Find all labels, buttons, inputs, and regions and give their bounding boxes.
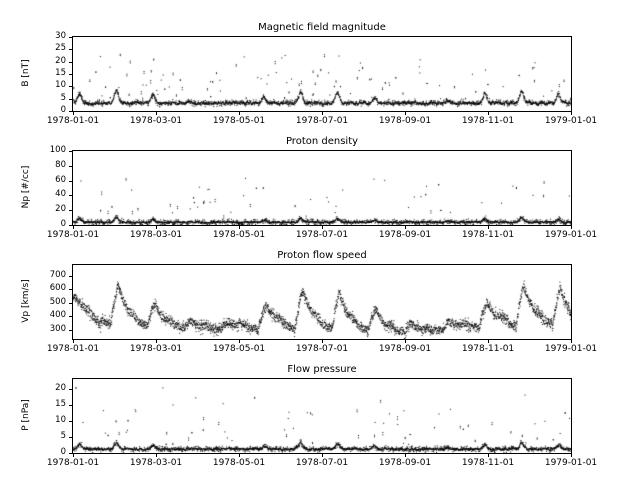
y-tick-label: 5 xyxy=(60,430,66,441)
x-tick-label: 1978-07-01 xyxy=(295,458,349,468)
x-tick-mark xyxy=(405,340,406,343)
y-tick-label: 700 xyxy=(49,269,66,280)
y-tick-label: 100 xyxy=(49,145,66,155)
y-tick-mark xyxy=(69,99,72,100)
y-tick-mark xyxy=(69,210,72,211)
x-tick-mark xyxy=(322,226,323,229)
y-tick-label: 25 xyxy=(55,43,66,54)
plot-title-3: Proton flow speed xyxy=(277,250,367,261)
y-tick-mark xyxy=(69,405,72,406)
x-tick-mark xyxy=(488,112,489,115)
x-tick-mark xyxy=(571,112,572,115)
x-tick-mark xyxy=(322,340,323,343)
y-tick-mark xyxy=(69,111,72,112)
x-tick-label: 1979-01-01 xyxy=(544,458,598,468)
x-tick-mark xyxy=(156,340,157,343)
x-tick-mark xyxy=(322,454,323,457)
y-tick-mark xyxy=(69,225,72,226)
y-tick-mark xyxy=(69,330,72,331)
y-tick-mark xyxy=(69,62,72,63)
x-tick-label: 1978-07-01 xyxy=(295,116,349,126)
y-tick-label: 600 xyxy=(49,283,66,294)
x-tick-mark xyxy=(571,226,572,229)
x-tick-mark xyxy=(405,112,406,115)
y-axis-label-4: P [nPa] xyxy=(21,399,31,431)
x-tick-label: 1978-05-01 xyxy=(212,344,266,354)
y-tick-mark xyxy=(69,421,72,422)
y-tick-label: 20 xyxy=(55,55,66,66)
y-tick-label: 15 xyxy=(55,68,66,78)
x-tick-mark xyxy=(156,454,157,457)
y-tick-mark xyxy=(69,151,72,152)
x-tick-mark xyxy=(571,454,572,457)
y-tick-label: 20 xyxy=(55,382,66,393)
y-tick-mark xyxy=(69,389,72,390)
x-tick-mark xyxy=(239,454,240,457)
data-series-B xyxy=(73,37,571,111)
x-tick-label: 1978-11-01 xyxy=(461,344,515,354)
x-tick-label: 1978-01-01 xyxy=(46,344,100,354)
x-tick-mark xyxy=(156,112,157,115)
x-tick-label: 1978-09-01 xyxy=(378,230,432,240)
y-tick-mark xyxy=(69,289,72,290)
x-tick-label: 1978-05-01 xyxy=(212,230,266,240)
y-tick-label: 0 xyxy=(60,219,66,229)
x-tick-label: 1978-07-01 xyxy=(295,344,349,354)
x-tick-mark xyxy=(488,226,489,229)
plot-axes-2 xyxy=(72,150,572,226)
y-tick-label: 0 xyxy=(60,105,66,115)
x-tick-label: 1978-09-01 xyxy=(378,458,432,468)
x-tick-label: 1978-11-01 xyxy=(461,230,515,240)
x-tick-mark xyxy=(73,340,74,343)
x-tick-mark xyxy=(73,454,74,457)
x-tick-label: 1978-07-01 xyxy=(295,230,349,240)
x-tick-label: 1978-03-01 xyxy=(129,230,183,240)
x-tick-label: 1979-01-01 xyxy=(544,116,598,126)
y-tick-mark xyxy=(69,37,72,38)
x-tick-label: 1979-01-01 xyxy=(544,230,598,240)
x-tick-mark xyxy=(73,226,74,229)
x-tick-mark xyxy=(239,226,240,229)
y-tick-mark xyxy=(69,303,72,304)
x-tick-label: 1978-11-01 xyxy=(461,116,515,126)
x-tick-label: 1978-01-01 xyxy=(46,116,100,126)
data-series-Np xyxy=(73,151,571,225)
x-tick-mark xyxy=(156,226,157,229)
x-tick-mark xyxy=(239,340,240,343)
y-tick-mark xyxy=(69,181,72,182)
y-tick-label: 15 xyxy=(55,398,66,409)
y-axis-label-1: B [nT] xyxy=(21,59,31,87)
plot-axes-1 xyxy=(72,36,572,112)
plot-axes-4 xyxy=(72,378,572,454)
y-tick-label: 80 xyxy=(55,159,66,170)
y-tick-mark xyxy=(69,49,72,50)
y-tick-mark xyxy=(69,166,72,167)
y-tick-label: 10 xyxy=(55,80,66,91)
y-tick-mark xyxy=(69,86,72,87)
y-tick-label: 40 xyxy=(55,189,66,200)
y-tick-label: 500 xyxy=(49,296,66,307)
y-tick-label: 400 xyxy=(49,310,66,321)
x-tick-mark xyxy=(239,112,240,115)
x-tick-mark xyxy=(488,340,489,343)
x-tick-mark xyxy=(405,226,406,229)
data-series-P xyxy=(73,379,571,453)
plot-title-4: Flow pressure xyxy=(287,364,357,375)
x-tick-mark xyxy=(322,112,323,115)
data-series-Vp xyxy=(73,265,571,339)
y-tick-label: 0 xyxy=(60,447,66,457)
x-tick-mark xyxy=(73,112,74,115)
y-tick-mark xyxy=(69,437,72,438)
x-tick-mark xyxy=(405,454,406,457)
x-tick-label: 1978-01-01 xyxy=(46,230,100,240)
y-tick-mark xyxy=(69,74,72,75)
y-axis-label-3: Vp [km/s] xyxy=(21,279,31,323)
x-tick-mark xyxy=(571,340,572,343)
x-tick-label: 1978-03-01 xyxy=(129,458,183,468)
y-tick-mark xyxy=(69,316,72,317)
y-tick-label: 300 xyxy=(49,323,66,334)
x-tick-label: 1978-03-01 xyxy=(129,116,183,126)
x-tick-label: 1978-05-01 xyxy=(212,116,266,126)
plot-title-1: Magnetic field magnitude xyxy=(258,22,386,33)
y-tick-label: 20 xyxy=(55,204,66,215)
y-tick-label: 10 xyxy=(55,414,66,425)
y-tick-mark xyxy=(69,276,72,277)
y-tick-mark xyxy=(69,195,72,196)
x-tick-label: 1978-01-01 xyxy=(46,458,100,468)
x-tick-label: 1978-05-01 xyxy=(212,458,266,468)
y-tick-label: 30 xyxy=(55,31,66,41)
y-tick-mark xyxy=(69,453,72,454)
x-tick-label: 1978-09-01 xyxy=(378,116,432,126)
x-tick-label: 1978-11-01 xyxy=(461,458,515,468)
y-tick-label: 5 xyxy=(60,92,66,103)
plot-axes-3 xyxy=(72,264,572,340)
x-tick-label: 1979-01-01 xyxy=(544,344,598,354)
x-tick-mark xyxy=(488,454,489,457)
y-axis-label-2: Np [#/cc] xyxy=(21,165,31,209)
plot-title-2: Proton density xyxy=(285,136,359,147)
x-tick-label: 1978-09-01 xyxy=(378,344,432,354)
x-tick-label: 1978-03-01 xyxy=(129,344,183,354)
y-tick-label: 60 xyxy=(55,174,66,185)
